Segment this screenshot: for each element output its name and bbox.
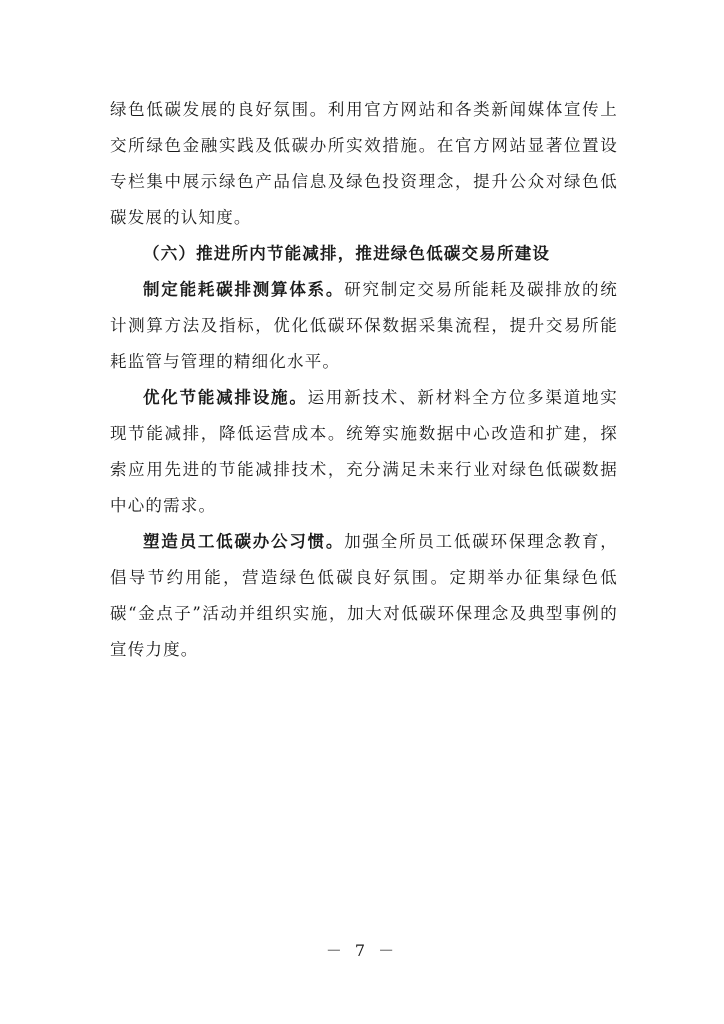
page-number: － 7 － <box>325 941 399 960</box>
paragraph-text: 绿色低碳发展的良好氛围。利用官方网站和各类新闻媒体宣传上交所绿色金融实践及低碳办所实效措施。在官方网站显著位置设专栏集中展示绿色产品信息及绿色投资理念，提升公众对绿色低碳发展的认知度。 <box>110 100 618 227</box>
section-heading-six: （六）推进所内节能减排，推进绿色低碳交易所建设 <box>143 244 551 263</box>
paragraph-lead: 塑造员工低碳办公习惯。 <box>143 532 345 551</box>
paragraph-green-atmosphere <box>110 92 618 236</box>
paragraph-text: 运用新技术、新材料全方位多渠道地实现节能减排，降低运营成本。统筹实施数据中心改造和扩建，探索应用先进的节能减排技术，充分满足未来行业对绿色低碳数据中心的需求。 <box>110 388 618 515</box>
paragraph-energy-saving <box>110 380 618 524</box>
paragraph-lead: 制定能耗碳排测算体系。 <box>143 280 345 299</box>
document-body <box>110 92 618 668</box>
paragraph-text: 研究制定交易所能耗及碳排放的统计测算方法及指标，优化低碳环保数据采集流程，提升交易所能耗监管与管理的精细化水平。 <box>110 280 619 371</box>
paragraph-office-habits <box>110 524 618 668</box>
paragraph-text: 加强全所员工低碳环保理念教育，倡导节约用能，营造绿色低碳良好氛围。定期举办征集绿色低碳“金点子”活动并组织实施，加大对低碳环保理念及典型事例的宣传力度。 <box>110 532 619 659</box>
paragraph-carbon-measurement <box>110 272 618 380</box>
paragraph-lead: 优化节能减排设施。 <box>143 388 308 407</box>
